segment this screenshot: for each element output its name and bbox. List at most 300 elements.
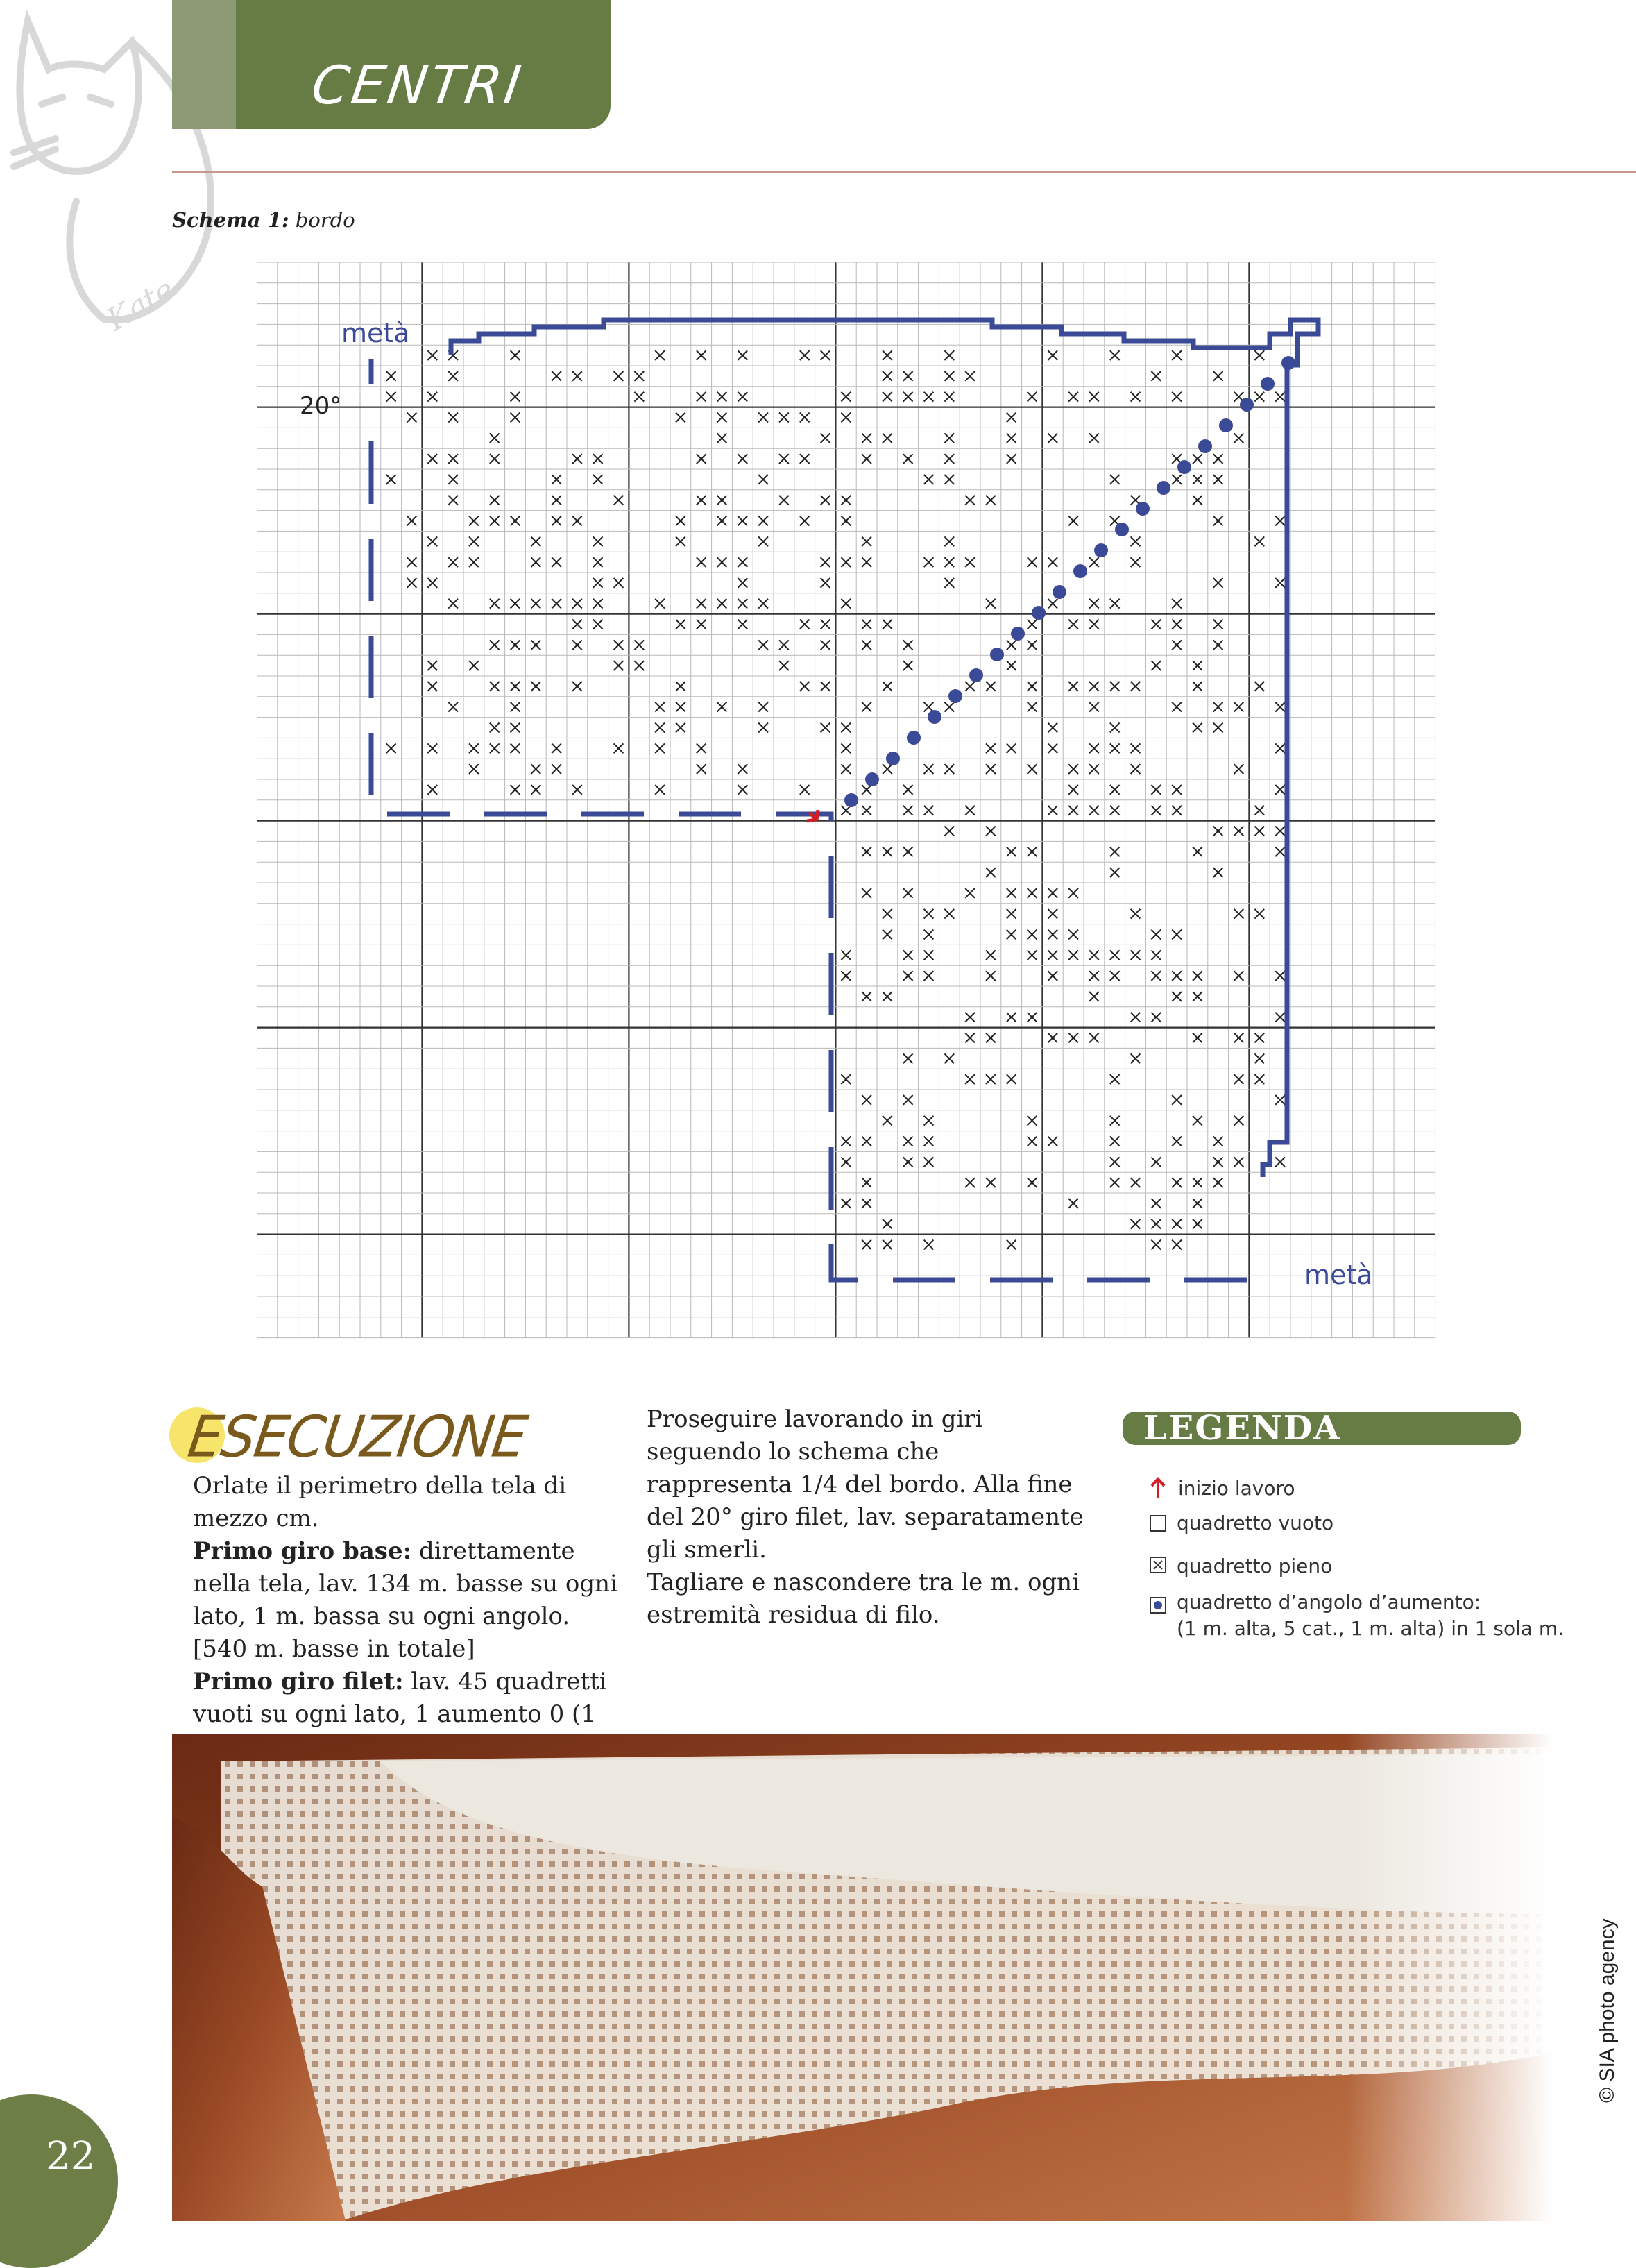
chart-cross [427, 392, 437, 402]
chart-cross [1193, 661, 1202, 670]
chart-cross [1234, 909, 1244, 919]
chart-cross [883, 764, 892, 774]
chart-cross [655, 599, 665, 609]
chart-cross [1213, 620, 1223, 629]
chart-cross [883, 682, 892, 691]
chart-cross [552, 599, 561, 609]
chart-cross [965, 1013, 975, 1022]
chart-cross [1172, 640, 1182, 650]
chart-cross [924, 1240, 934, 1250]
chart-cross [862, 1178, 871, 1187]
chart-cross [1048, 888, 1057, 898]
chart-cross [1151, 806, 1161, 815]
chart-cross [738, 599, 747, 609]
increase-dot [1219, 418, 1233, 432]
chart-cross [1193, 682, 1202, 691]
chart-cross [738, 764, 747, 774]
chart-cross [1048, 350, 1057, 360]
chart-cross [1068, 785, 1078, 795]
increase-dot [1032, 606, 1046, 620]
chart-cross [1151, 1199, 1161, 1208]
chart-cross [1172, 475, 1182, 484]
execution-title: ESECUZIONE [184, 1404, 530, 1471]
chart-cross [1131, 764, 1141, 774]
chart-cross [1193, 971, 1202, 981]
chart-cross [758, 516, 768, 526]
chart-cross [903, 847, 913, 856]
chart-cross [511, 723, 520, 733]
paragraph-2-text: direttamente nella tela, lav. 134 m. basse su ogni lato, 1 m. bassa su ogni angolo. [540 m. basse in totale] [193, 1537, 617, 1663]
chart-cross [655, 743, 665, 753]
chart-cross [841, 599, 851, 609]
chart-cross [944, 557, 954, 567]
chart-cross [676, 536, 685, 546]
chart-cross [944, 536, 954, 546]
chart-cross [862, 847, 871, 856]
chart-cross [1151, 661, 1161, 670]
schema-caption [172, 208, 355, 232]
chart-cross [1213, 1157, 1223, 1167]
arrow-up-icon [1149, 1477, 1167, 1499]
chart-cross [903, 971, 913, 981]
chart-cross [841, 764, 851, 774]
chart-cross [1172, 930, 1182, 940]
chart-cross [593, 578, 603, 588]
chart-cross [903, 950, 913, 960]
chart-cross [1028, 557, 1037, 567]
increase-dot [1198, 439, 1212, 453]
chart-cross [821, 620, 830, 629]
chart-cross [1089, 992, 1099, 1001]
chart-cross [1028, 1013, 1037, 1022]
chart-cross [1110, 868, 1120, 877]
chart-cross [1172, 350, 1182, 360]
chart-cross [944, 1053, 954, 1063]
chart-cross [903, 1137, 913, 1146]
chart-cross [407, 578, 417, 588]
increase-dot [1240, 398, 1254, 412]
chart-cross [944, 702, 954, 712]
chart-cross [511, 413, 520, 423]
chart-cross [448, 454, 458, 464]
chart-cross [821, 723, 830, 733]
increase-dot [886, 752, 900, 765]
chart-cross [862, 640, 871, 650]
chart-cross [986, 1178, 996, 1187]
chart-cross [634, 371, 644, 381]
chart-cross [634, 640, 644, 650]
increase-dot [990, 648, 1004, 661]
chart-increase-dots [844, 356, 1295, 807]
chart-cross [1131, 1013, 1141, 1022]
chart-cross [1048, 599, 1057, 609]
chart-cross [1068, 392, 1078, 402]
chart-cross [883, 371, 892, 381]
chart-cross [572, 454, 582, 464]
paragraph-3-text: lav. 45 quadretti vuoti su ogni lato, 1 aumento 0 (1 [193, 1668, 607, 1728]
chart-cross [697, 496, 706, 505]
chart-cross [1172, 392, 1182, 402]
chart-cross [1234, 764, 1244, 774]
chart-cross [1234, 827, 1244, 836]
chart-cross [427, 350, 437, 360]
chart-cross [1151, 930, 1161, 940]
chart-cross [1151, 1013, 1161, 1022]
chart-cross [1048, 743, 1057, 753]
increase-dot [1136, 502, 1150, 516]
chart-cross [841, 1199, 851, 1208]
chart-cross [738, 785, 747, 795]
chart-cross [821, 350, 830, 360]
increase-dot [1073, 564, 1087, 578]
chart-cross [841, 1157, 851, 1167]
chart-cross [427, 536, 437, 546]
chart-cross [1254, 536, 1264, 546]
chart-cross [634, 392, 644, 402]
chart-cross [758, 702, 768, 712]
chart-cross [1234, 1157, 1244, 1167]
chart-cross [1007, 661, 1016, 670]
chart-cross [800, 413, 810, 423]
chart-cross [1193, 454, 1202, 464]
chart-cross [697, 454, 706, 464]
chart-cross [1151, 1240, 1161, 1250]
chart-cross [655, 785, 665, 795]
chart-cross [1007, 847, 1016, 856]
chart-cross [1089, 806, 1099, 815]
chart-cross [1151, 371, 1161, 381]
chart-cross [1275, 1157, 1285, 1167]
chart-cross [407, 413, 417, 423]
chart-cross [944, 827, 954, 836]
chart-cross [676, 516, 685, 526]
chart-cross [800, 620, 810, 629]
chart-cross [1089, 950, 1099, 960]
increase-dot [1053, 585, 1066, 599]
chart-cross [1193, 723, 1202, 733]
chart-cross [1028, 702, 1037, 712]
chart-cross [903, 371, 913, 381]
chart-cross [1007, 1240, 1016, 1250]
chart-cross [572, 620, 582, 629]
chart-cross [552, 764, 561, 774]
chart-cross [924, 475, 934, 484]
chart-cross [986, 764, 996, 774]
chart-cross [1234, 971, 1244, 981]
chart-cross [1068, 950, 1078, 960]
chart-cross [1048, 806, 1057, 815]
chart-cross [531, 640, 540, 650]
chart-outline-half [371, 441, 1256, 1280]
chart-cross [924, 392, 934, 402]
chart-cross [1007, 454, 1016, 464]
chart-cross [1193, 475, 1202, 484]
chart-cross [697, 764, 706, 774]
chart-cross [1275, 1095, 1285, 1105]
chart-cross [1131, 950, 1141, 960]
chart-cross [593, 557, 603, 567]
chart-cross [986, 868, 996, 877]
chart-cross [448, 371, 458, 381]
legend-label-empty: quadretto vuoto [1177, 1512, 1334, 1534]
dot-square-icon [1149, 1596, 1167, 1614]
chart-cross [1193, 1178, 1202, 1187]
chart-cross [986, 496, 996, 505]
chart-cross [676, 702, 685, 712]
chart-cross [1213, 1137, 1223, 1146]
chart-cross [841, 743, 851, 753]
chart-cross [758, 413, 768, 423]
chart-cross [634, 661, 644, 670]
increase-dot [907, 731, 921, 745]
chart-cross [490, 640, 500, 650]
chart-cross [1028, 392, 1037, 402]
chart-cross [1048, 433, 1057, 443]
chart-cross [862, 557, 871, 567]
chart-cross [1089, 599, 1099, 609]
chart-cross [903, 785, 913, 795]
chart-cross [1007, 1074, 1016, 1084]
chart-cross [903, 1053, 913, 1063]
chart-cross [862, 620, 871, 629]
chart-cross [738, 620, 747, 629]
chart-cross [1028, 640, 1037, 650]
chart-cross [572, 371, 582, 381]
chart-cross [924, 1116, 934, 1126]
chart-cross [572, 516, 582, 526]
chart-cross [903, 640, 913, 650]
chart-cross [779, 661, 789, 670]
chart-cross [1089, 557, 1099, 567]
chart-cross [386, 475, 396, 484]
chart-cross [717, 392, 727, 402]
chart-cross [1007, 433, 1016, 443]
label-half-bottom: metà [1304, 1260, 1373, 1290]
chart-cross [1068, 516, 1078, 526]
chart-cross [1048, 971, 1057, 981]
chart-cross [490, 723, 500, 733]
chart-cross [1131, 743, 1141, 753]
chart-cross [717, 702, 727, 712]
chart-cross [676, 620, 685, 629]
chart-cross [986, 1074, 996, 1084]
chart-cross [965, 371, 975, 381]
chart-cross [944, 578, 954, 588]
chart-cross [1110, 1137, 1120, 1146]
chart-cross [883, 992, 892, 1001]
chart-cross [1275, 1013, 1285, 1022]
increase-dot [844, 793, 858, 807]
chart-cross [511, 599, 520, 609]
section-title: CENTRI [307, 54, 527, 116]
chart-cross [697, 599, 706, 609]
chart-cross [758, 640, 768, 650]
crossed-square-icon [1149, 1556, 1167, 1574]
chart-cross [944, 350, 954, 360]
chart-cross [1068, 806, 1078, 815]
chart-cross [1131, 392, 1141, 402]
chart-cross [924, 950, 934, 960]
chart-cross [1048, 1137, 1057, 1146]
chart-cross [469, 743, 479, 753]
chart-cross [448, 702, 458, 712]
chart-cross [738, 557, 747, 567]
chart-cross [1048, 557, 1057, 567]
chart-cross [1089, 682, 1099, 691]
chart-cross [1213, 475, 1223, 484]
chart-cross [738, 350, 747, 360]
chart-cross [1007, 930, 1016, 940]
chart-cross [986, 971, 996, 981]
chart-cross [903, 806, 913, 815]
chart-cross [697, 350, 706, 360]
chart-cross [407, 557, 417, 567]
chart-cross [1068, 764, 1078, 774]
chart-cross [1172, 1095, 1182, 1105]
chart-cross [1068, 682, 1078, 691]
chart-cross [1110, 599, 1120, 609]
chart-cross [1254, 909, 1264, 919]
schema-caption-rest: bordo [289, 208, 355, 232]
chart-cross [986, 1033, 996, 1043]
chart-cross [655, 723, 665, 733]
chart-cross [1193, 1219, 1202, 1229]
chart-cross [531, 764, 540, 774]
chart-cross [1213, 578, 1223, 588]
chart-cross [841, 1074, 851, 1084]
chart-cross [386, 371, 396, 381]
chart-cross [883, 620, 892, 629]
chart-cross [511, 682, 520, 691]
chart-cross [1172, 1137, 1182, 1146]
chart-cross [738, 516, 747, 526]
chart-cross [1254, 806, 1264, 815]
chart-cross [841, 806, 851, 815]
increase-dot [865, 772, 879, 786]
chart-cross [1068, 930, 1078, 940]
chart-cross [758, 599, 768, 609]
chart-cross [1213, 702, 1223, 712]
chart-cross [800, 350, 810, 360]
chart-cross [883, 1219, 892, 1229]
paragraph-2-bold: Primo giro base: [193, 1537, 412, 1565]
chart-cross [1110, 1157, 1120, 1167]
chart-cross [511, 702, 520, 712]
chart-cross [469, 516, 479, 526]
chart-cross [552, 516, 561, 526]
chart-cross [676, 413, 685, 423]
chart-cross [1193, 847, 1202, 856]
chart-cross [1110, 682, 1120, 691]
schema-caption-bold: Schema 1: [172, 208, 289, 232]
chart-cross [1007, 640, 1016, 650]
chart-cross [1028, 620, 1037, 629]
chart-cross [944, 909, 954, 919]
chart-cross [697, 743, 706, 753]
increase-dot [1011, 627, 1025, 641]
legend-label-increase-detail: (1 m. alta, 5 cat., 1 m. alta) in 1 sola m. [1177, 1617, 1565, 1640]
chart-cross [1110, 806, 1120, 815]
chart-cross [903, 661, 913, 670]
chart-cross [1275, 971, 1285, 981]
chart-cross [614, 371, 624, 381]
chart-cross [1131, 909, 1141, 919]
chart-cross [862, 1199, 871, 1208]
chart-cross [593, 599, 603, 609]
chart-cross [1048, 723, 1057, 733]
chart-cross [1213, 827, 1223, 836]
increase-dot [1261, 377, 1275, 391]
chart-cross [1172, 992, 1182, 1001]
chart-cross [572, 682, 582, 691]
header-divider [172, 171, 1636, 173]
chart-cross [427, 743, 437, 753]
chart-cross [614, 661, 624, 670]
chart-cross [821, 640, 830, 650]
chart-cross [717, 433, 727, 443]
chart-cross [924, 930, 934, 940]
chart-cross [614, 743, 624, 753]
chart-cross [738, 578, 747, 588]
increase-dot [1094, 543, 1108, 557]
chart-cross [1131, 1219, 1141, 1229]
chart-cross [883, 392, 892, 402]
paragraph-3-bold: Primo giro filet: [193, 1668, 404, 1695]
chart-cross [862, 806, 871, 815]
chart-cross [1110, 350, 1120, 360]
chart-cross [1172, 1240, 1182, 1250]
legend-title: LEGENDA [1143, 1409, 1341, 1448]
chart-cross [1275, 702, 1285, 712]
chart-cross [862, 433, 871, 443]
chart-cross [1110, 475, 1120, 484]
chart-cross [1234, 1074, 1244, 1084]
chart-cross [800, 785, 810, 795]
chart-cross [965, 557, 975, 567]
chart-cross [552, 475, 561, 484]
chart-cross [717, 413, 727, 423]
chart-cross [986, 950, 996, 960]
chart-cross [386, 392, 396, 402]
chart-cross [717, 496, 727, 505]
chart-cross [614, 640, 624, 650]
chart-cross [1089, 971, 1099, 981]
chart-cross [511, 350, 520, 360]
chart-cross [614, 496, 624, 505]
chart-cross [779, 640, 789, 650]
chart-cross [924, 971, 934, 981]
chart-cross [490, 433, 500, 443]
chart-cross [448, 475, 458, 484]
chart-cross [1110, 971, 1120, 981]
chart-cross [448, 413, 458, 423]
chart-cross [924, 909, 934, 919]
chart-cross [1213, 640, 1223, 650]
paragraph-2 [193, 1535, 623, 1666]
chart-cross [1193, 992, 1202, 1001]
chart-cross [924, 806, 934, 815]
legend-label-start: inizio lavoro [1178, 1477, 1295, 1500]
chart-cross [427, 682, 437, 691]
chart-cross [1089, 1033, 1099, 1043]
chart-cross [903, 888, 913, 898]
chart-cross [821, 578, 830, 588]
chart-cross [1110, 1178, 1120, 1187]
chart-cross [965, 1178, 975, 1187]
chart-cross [697, 620, 706, 629]
chart-cross [676, 682, 685, 691]
chart-cross [448, 599, 458, 609]
